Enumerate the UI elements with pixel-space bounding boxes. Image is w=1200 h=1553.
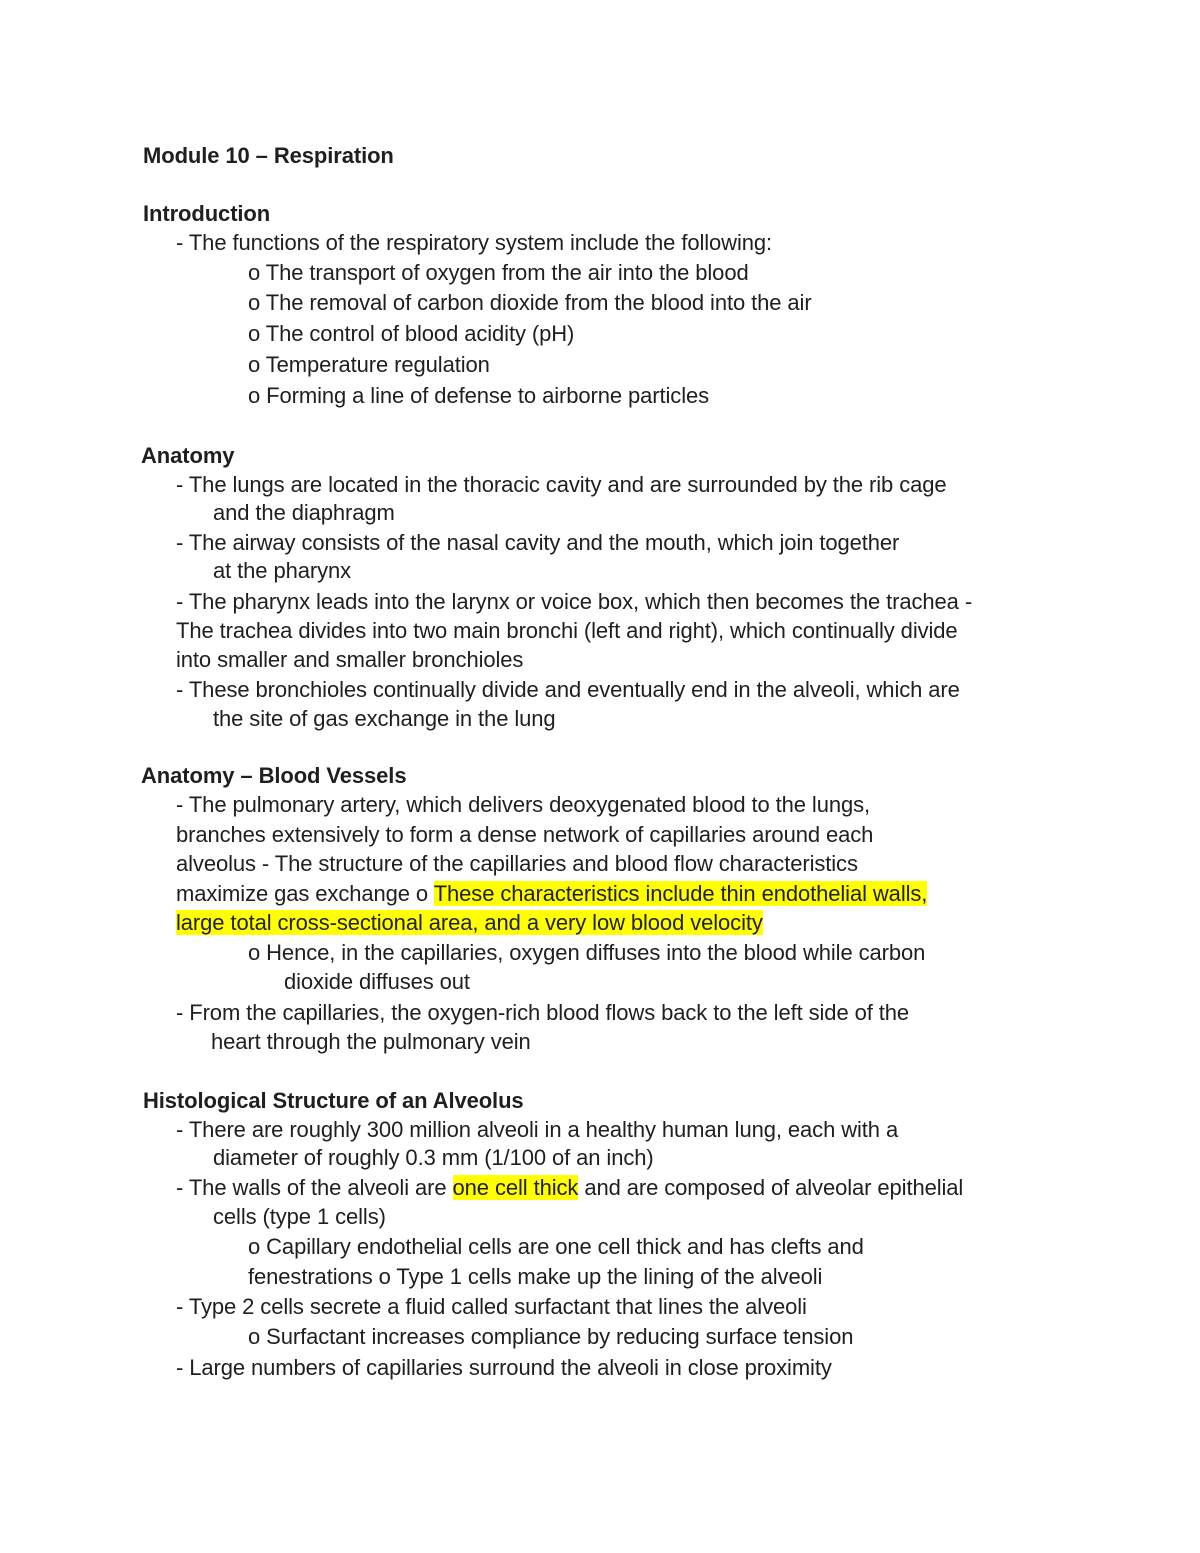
bullet-line: - The lungs are located in the thoracic cavity and are surrounded by the rib cage bbox=[176, 472, 947, 497]
bullet-line: The trachea divides into two main bronchi (left and right), which continually divide bbox=[176, 618, 958, 643]
bullet-continuation: heart through the pulmonary vein bbox=[211, 1029, 531, 1054]
section-heading-histology: Histological Structure of an Alveolus bbox=[143, 1088, 524, 1113]
highlighted-text: one cell thick bbox=[452, 1175, 579, 1200]
document-title: Module 10 – Respiration bbox=[143, 143, 394, 168]
bullet-line: alveolus - The structure of the capillaries and blood flow characteristics bbox=[176, 851, 858, 876]
bullet-line: - Large numbers of capillaries surround the alveoli in close proximity bbox=[176, 1355, 832, 1380]
sub-bullet-line: o Temperature regulation bbox=[248, 352, 490, 377]
bullet-continuation: the site of gas exchange in the lung bbox=[213, 706, 556, 731]
bullet-line bbox=[176, 880, 927, 908]
bullet-text: maximize gas exchange o bbox=[176, 881, 429, 906]
sub-bullet-line: o The transport of oxygen from the air into the blood bbox=[248, 260, 749, 285]
bullet-line: - From the capillaries, the oxygen-rich blood flows back to the left side of the bbox=[176, 1000, 910, 1025]
bullet-continuation: cells (type 1 cells) bbox=[213, 1204, 386, 1229]
bullet-line: - These bronchioles continually divide and eventually end in the alveoli, which are bbox=[176, 677, 960, 702]
sub-bullet-line: o Hence, in the capillaries, oxygen diffuses into the blood while carbon bbox=[248, 940, 926, 965]
section-heading-blood-vessels: Anatomy – Blood Vessels bbox=[141, 763, 407, 788]
highlighted-text: large total cross-sectional area, and a very low blood velocity bbox=[176, 910, 763, 935]
bullet-continuation: dioxide diffuses out bbox=[284, 969, 470, 994]
sub-bullet-line: o Surfactant increases compliance by reducing surface tension bbox=[248, 1324, 854, 1349]
bullet-continuation: branches extensively to form a dense network of capillaries around each bbox=[176, 822, 874, 847]
bullet-continuation: diameter of roughly 0.3 mm (1/100 of an inch) bbox=[213, 1145, 654, 1170]
bullet-line: - The functions of the respiratory system include the following: bbox=[176, 230, 773, 255]
bullet-continuation bbox=[176, 909, 763, 937]
bullet-line: - The airway consists of the nasal cavity and the mouth, which join together bbox=[176, 530, 900, 555]
bullet-continuation: at the pharynx bbox=[213, 558, 352, 583]
sub-bullet-line: fenestrations o Type 1 cells make up the lining of the alveoli bbox=[248, 1264, 823, 1289]
sub-bullet-line: o The control of blood acidity (pH) bbox=[248, 321, 575, 346]
bullet-text: - The walls of the alveoli are bbox=[176, 1175, 453, 1200]
sub-bullet-line: o The removal of carbon dioxide from the blood into the air bbox=[248, 290, 812, 315]
section-heading-introduction: Introduction bbox=[143, 201, 271, 226]
bullet-continuation: and the diaphragm bbox=[213, 500, 395, 525]
bullet-line: - There are roughly 300 million alveoli in a healthy human lung, each with a bbox=[176, 1117, 899, 1142]
section-heading-anatomy: Anatomy bbox=[141, 443, 235, 468]
bullet-line: - Type 2 cells secrete a fluid called surfactant that lines the alveoli bbox=[176, 1294, 807, 1319]
bullet-line: - The pharynx leads into the larynx or voice box, which then becomes the trachea - bbox=[176, 589, 973, 614]
bullet-line: - The pulmonary artery, which delivers deoxygenated blood to the lungs, bbox=[176, 792, 871, 817]
bullet-text: and are composed of alveolar epithelial bbox=[578, 1175, 964, 1200]
bullet-line bbox=[176, 1174, 963, 1202]
bullet-continuation: into smaller and smaller bronchioles bbox=[176, 647, 524, 672]
sub-bullet-line: o Capillary endothelial cells are one cell thick and has clefts and bbox=[248, 1234, 864, 1259]
highlighted-text: These characteristics include thin endothelial walls, bbox=[433, 881, 928, 906]
sub-bullet-line: o Forming a line of defense to airborne particles bbox=[248, 383, 710, 408]
